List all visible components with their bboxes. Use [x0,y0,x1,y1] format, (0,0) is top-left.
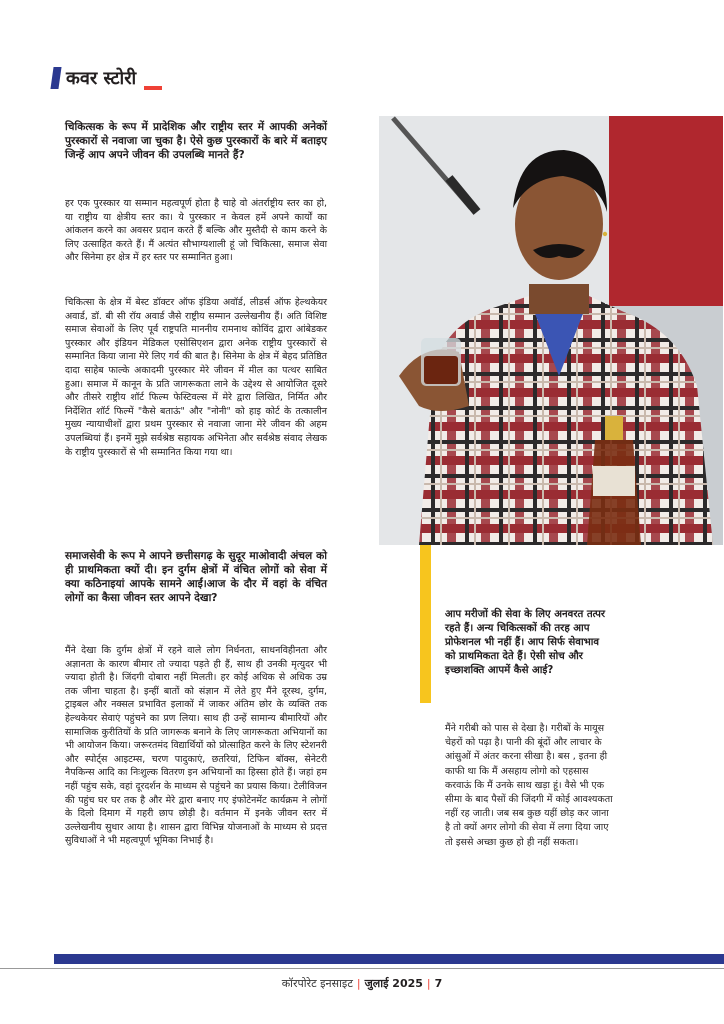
qa2-answer: मैंने देखा कि दुर्गम क्षेत्रों में रहने वाले लोग निर्धनता, साधनविहीनता और अज्ञानता के कारण बीमार तो ज्यादा पड़ते ही हैं, साथ ही उनकी मृत्युदर भी ज्यादा होती है। जिंदगी दोबारा नहीं मिलती। हर कोई अधिक से अधिक उम्र तक जीना चाहता है। इन्हीं बातों को संज्ञान में लेते हुए मैंने दूरस्थ, दुर्गम, ट्राइबल और नक्सल प्रभावित इलाकों में जाकर अंतिम छोर के व्यक्ति तक हेल्थकेयर सेवाएं पहुंचने का प्रण लिया। साथ ही उन्हें सामान्य बीमारियों और सामाजिक कुरीतियों के प्रति जागरूक बनाने के लिए जागरूकता अभियानों का भी आयोजन किया। जरूरतमंद विद्यार्थियों को प्रोत्साहित करने के लिए स्टेशनरी और स्पोर्ट्स आइटम्स, चरण पादुकाएं, छतरियां, टिफिन बॉक्स, सेनेटरी नैपकिन्स आदि का निःशुल्क वितरण इन अभियानों का हिस्सा होते हैं। जहां हम नहीं पहुंच सके, वहां दूरदर्शन के माध्यम से पहुंचने का प्रयास किया। टेलीविजन की पहुंच घर घर तक है और मेरे द्वारा बनाए गए इंफोटेनमेंट कार्यक्रम ने लोगों के दिलो दिमाग में गहरी छाप छोड़ी है। वर्तमान में इनके जीवन स्तर में उल्लेखनीय सुधार आया है। शासन द्वारा विभिन्न योजनाओं के माध्यम से प्रदत्त सुविधाओं ने भी महत्वपूर्ण भूमिका निभाई है। [65,645,327,847]
footer-issue: जुलाई 2025 [364,977,423,990]
qa1-answer-p1-block [65,197,327,265]
qa1-question-block [65,120,327,162]
qa2-question: समाजसेवी के रूप मे आपने छत्तीसगढ़ के सुदूर माओवादी अंचल को ही प्राथमिकता क्यों दी। इन दुर्गम क्षेत्रों में वंचित लोगों को सेवा में क्या कठिनाइयां आपके सामने आईं।आज के दौर में वहां के वंचित लोगों का कैसा जीवन स्तर आपने देखा? [65,550,327,604]
footer-separator: | [356,977,361,990]
section-marker [50,67,61,89]
section-header [52,66,136,90]
qa1-question: चिकित्सक के रूप में प्रादेशिक और राष्ट्रीय स्तर में आपकी अनेकों पुरस्कारों से नवाजा जा चुका है। ऐसे कुछ पुरस्कारों के बारे में बताइए जिन्हें आप अपने जीवन की उपलब्धि मानते हैं? [65,121,327,161]
footer-page-number: 7 [434,977,443,990]
page-footer [0,976,724,991]
qa2-answer-block [65,644,327,848]
qa3-question: आप मरीजों की सेवा के लिए अनवरत तत्पर रहते हैं। अन्य चिकित्सकों की तरह आप प्रोफेशनल भी नहीं हैं। आप सिर्फ सेवाभाव को प्राथमिकता देते हैं। ऐसी सोच और इच्छाशक्ति आपमें कैसे आई? [445,609,606,676]
pull-quote-accent-bar [420,545,431,703]
portrait-photo [379,116,723,545]
footer-divider [0,968,724,969]
qa1-answer-p2-block [65,296,327,459]
qa2-question-block [65,549,327,605]
qa3-answer: मैंने गरीबी को पास से देखा है। गरीबों के मायूस चेहरों को पढ़ा है। पानी की बूंदों और लाचार के आंसुओं में अंतर करना सीखा है। बस , इतना ही काफी था कि मैं असहाय लोगो को एहसास करवाऊं कि मैं उनके साथ खड़ा हूं। वैसे भी एक सीमा के बाद पैसों की जिंदगी में कोई आवश्यकता नहीं रह जाती। जब सब कुछ यहीं छोड़ कर जाना है तो क्यों अगर लोगो की सेवा में लगा दिया जाए तो इससे अच्छा कुछ हो ही नहीं सकता। [445,723,613,848]
footer-band [54,954,724,964]
section-underline [144,86,162,90]
section-title: कवर स्टोरी [66,68,137,89]
qa1-answer-paragraph-1: हर एक पुरस्कार या सम्मान महत्वपूर्ण होता है चाहे वो अंतर्राष्ट्रीय स्तर का हो, या राष्ट्रीय या क्षेत्रीय स्तर का। ये पुरस्कार न केवल हमें अपने कार्यों का आंकलन करने का अवसर प्रदान करते हैं बल्कि और मुस्तैदी से काम करने के लिए उत्साहित करते हैं। मैं अत्यंत सौभाग्यशाली हूं जो चिकित्सा, समाज सेवा और सिनेमा हर क्षेत्र में हर स्तर पर सम्मानित हुआ। [65,198,327,264]
footer-magazine-name: कॉरपोरेट इनसाइट [281,977,353,990]
qa1-answer-paragraph-2: चिकित्सा के क्षेत्र में बेस्ट डॉक्टर ऑफ इंडिया अवॉर्ड, लीडर्स ऑफ हेल्थकेयर अवार्ड, डॉ. बी सी रॉय अवार्ड जैसे राष्ट्रीय सम्मान उल्लेखनीय हैं। अति विशिष्ट समाज सेवाओं के लिए पूर्व राष्ट्रपति माननीय रामनाथ कोविंद द्वारा आंबेडकर पुरस्कार और इंडियन मेडिकल एसोसिएशन द्वारा अनेक राष्ट्रीय पुरस्कारों से सम्मानित किया जाना मेरे लिए गर्व की बात है। सिनेमा के क्षेत्र में बेहद प्रतिष्ठित दादा साहेब फाल्के अकादमी पुरस्कार मेरे जीवन में मील का पत्थर साबित हुआ। समाज में कानून के प्रति जागरूकता लाने के उद्देश्य से आयोजित दूसरे और तीसरे राष्ट्रीय शॉर्ट फिल्म फेस्टिवल्स में मेरे द्वारा लिखित, निर्मित और निर्देशित शॉर्ट फिल्में "कैसे बताऊं" और "नोनी" को हाइ कोर्ट के तत्कालीन मुख्य न्यायाधीशों द्वारा प्रथम पुरस्कार से नवाजा जाना मेरे जीवन की अहम उपलब्धियां हैं। इनमें मुझे सर्वश्रेष्ठ सहायक अभिनेता और सर्वश्रेष्ठ संवाद लेखक के राष्ट्रीय पुरस्कारों से भी सम्मानित किया गया था। [65,297,327,458]
footer-separator-2: | [426,977,431,990]
